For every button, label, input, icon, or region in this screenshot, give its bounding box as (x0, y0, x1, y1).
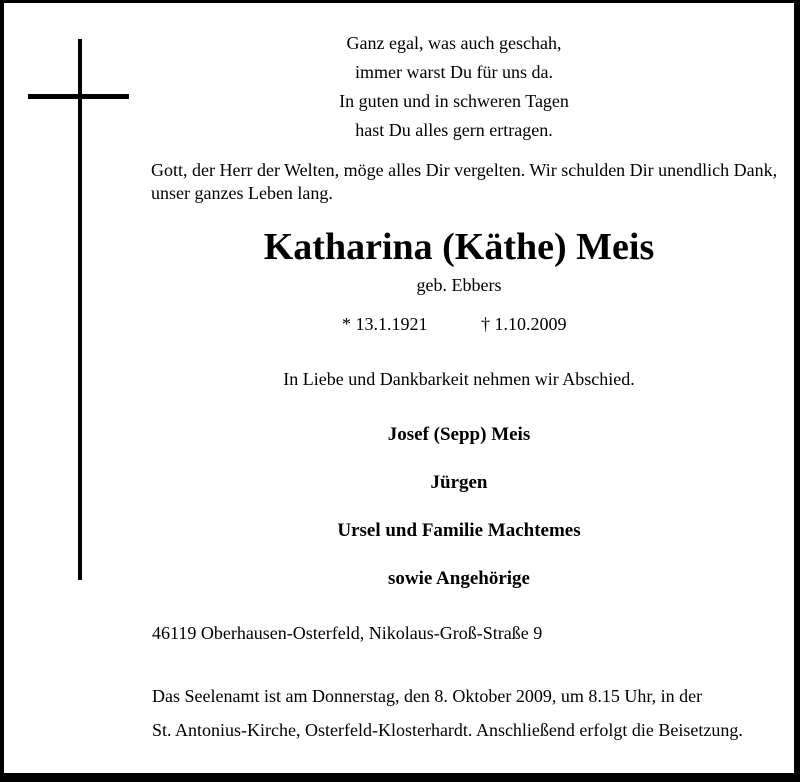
verse (254, 29, 654, 145)
verse-line: hast Du alles gern ertragen. (355, 120, 553, 140)
obituary-notice (4, 3, 794, 773)
mourner-name: Ursel und Familie Machtemes (337, 520, 581, 541)
thanks-text: Gott, der Herr der Welten, möge alles Dir vergelten. Wir schulden Dir unendlich Dank, unser ganzes Leben lang. (151, 160, 778, 203)
birth-date: * 13.1.1921 (342, 314, 428, 334)
verse-line: Ganz egal, was auch geschah, (346, 33, 562, 53)
mourner-name: sowie Angehörige (388, 568, 530, 589)
mourner-name: Josef (Sepp) Meis (387, 424, 531, 445)
death-date: † 1.10.2009 (481, 314, 567, 334)
birth-name: geb. Ebbers (416, 275, 502, 295)
service-line: St. Antonius-Kirche, Osterfeld-Klosterhardt. Anschließend erfolgt die Beisetzung. (152, 720, 743, 740)
deceased-name: Katharina (Käthe) Meis (263, 226, 655, 268)
cross-icon (78, 39, 82, 580)
service-line: Das Seelenamt ist am Donnerstag, den 8. Oktober 2009, um 8.15 Uhr, in der (152, 686, 703, 706)
address: 46119 Oberhausen-Osterfeld, Nikolaus-Groß-Straße 9 (152, 623, 543, 643)
mourner-name: Jürgen (430, 472, 488, 493)
verse-line: In guten und in schweren Tagen (339, 91, 569, 111)
farewell-text: In Liebe und Dankbarkeit nehmen wir Abschied. (283, 369, 635, 389)
service-info (152, 679, 743, 747)
verse-line: immer warst Du für uns da. (355, 62, 553, 82)
cross-icon-bar (28, 94, 129, 99)
